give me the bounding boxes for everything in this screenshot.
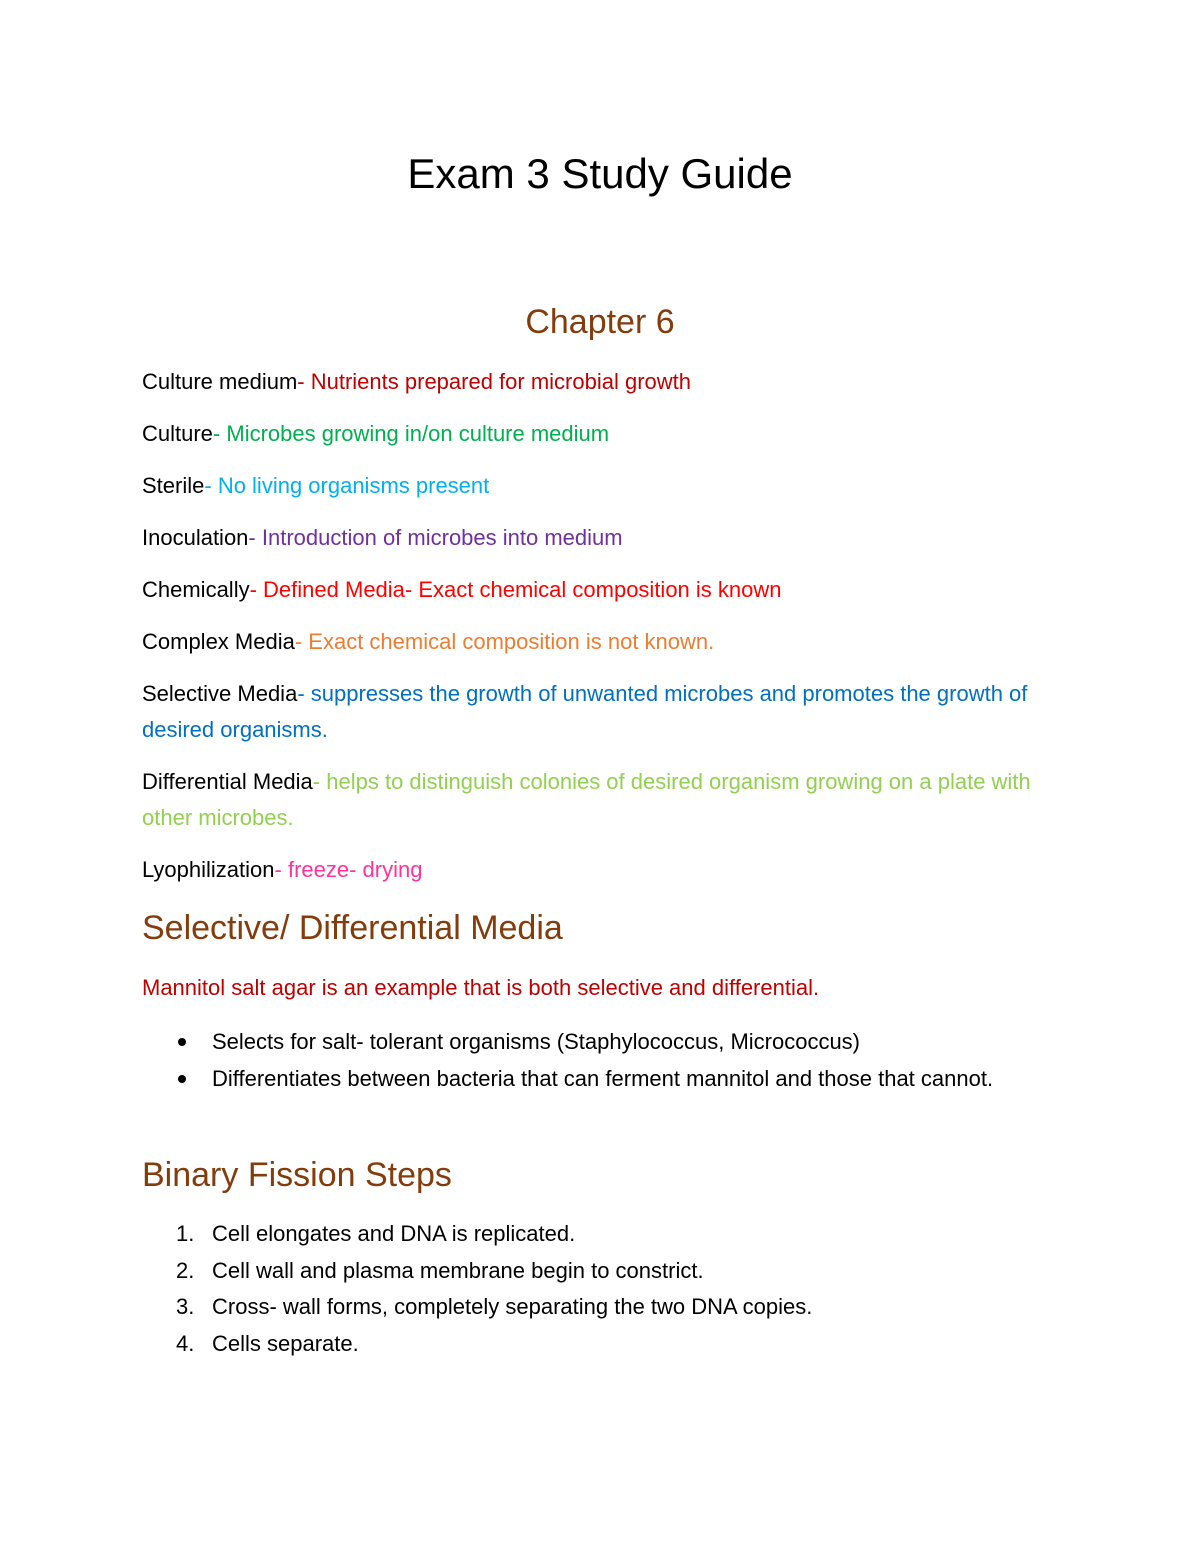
- definition-text: Introduction of microbes into medium: [261, 525, 623, 550]
- definition-lyophilization: [142, 852, 1062, 888]
- step-text: Cell wall and plasma membrane begin to constrict.: [212, 1257, 704, 1283]
- document-title: Exam 3 Study Guide: [407, 150, 793, 197]
- step-number: 4.: [176, 1330, 195, 1356]
- step-number: 3.: [176, 1294, 195, 1319]
- definition-text: No living organisms present: [217, 473, 490, 498]
- bullet-icon: [178, 1075, 186, 1083]
- list-item: [142, 1216, 1062, 1253]
- definition-separator: -: [297, 681, 311, 706]
- bullet-list: [142, 1024, 1062, 1097]
- chapter-heading: Chapter 6: [525, 303, 675, 341]
- definition-separator: -: [212, 421, 227, 446]
- definition-text: Exact chemical composition is not known.: [308, 629, 715, 654]
- definition-term: Chemically: [142, 577, 250, 602]
- definition-term: Differential Media: [142, 769, 313, 794]
- definition-separator: -: [312, 769, 327, 794]
- definition-term: Selective Media: [142, 681, 298, 706]
- step-text: Cell elongates and DNA is replicated.: [212, 1221, 576, 1246]
- definition-separator: -: [294, 629, 309, 654]
- definition-separator: -: [204, 473, 218, 498]
- step-number: 1.: [176, 1221, 195, 1246]
- definition-separator: -: [249, 577, 264, 602]
- list-item: [142, 1326, 1062, 1363]
- list-item: [142, 1289, 1062, 1326]
- definition-separator: -: [248, 525, 262, 550]
- definition-differential-media: [142, 764, 1062, 836]
- definition-separator: -: [297, 369, 311, 394]
- definition-term: Sterile: [142, 473, 205, 498]
- definition-text: suppresses the growth of unwanted microbes and promotes the growth of desired organisms.: [142, 681, 1028, 742]
- definition-text: Defined Media- Exact chemical composition is known: [263, 577, 782, 602]
- bullet-icon: [178, 1038, 186, 1046]
- definition-inoculation: [142, 520, 1062, 556]
- definition-chemically-defined: [142, 572, 1062, 608]
- definition-term: Inoculation: [142, 525, 249, 550]
- definition-text: helps to distinguish colonies of desired organism growing on a plate with other microbes.: [142, 769, 1031, 830]
- bullet-text: Selects for salt- tolerant organisms (Staphylococcus, Micrococcus): [212, 1029, 861, 1054]
- definition-selective-media: [142, 676, 1062, 748]
- list-item: [142, 1061, 1062, 1098]
- definition-text: Nutrients prepared for microbial growth: [310, 369, 692, 394]
- definition-culture: [142, 416, 1062, 452]
- definition-separator: -: [274, 857, 288, 882]
- section-heading-selective-differential: Selective/ Differential Media: [142, 909, 563, 947]
- list-item: [142, 1253, 1062, 1290]
- list-item: [142, 1024, 1062, 1061]
- definition-culture-medium: [142, 364, 1062, 400]
- definition-term: Complex Media: [142, 629, 295, 654]
- definition-complex-media: [142, 624, 1062, 660]
- bullet-text: Differentiates between bacteria that can ferment mannitol and those that cannot.: [212, 1065, 994, 1091]
- definition-term: Culture medium: [142, 369, 298, 394]
- step-number: 2.: [176, 1257, 195, 1283]
- section-heading-binary-fission: Binary Fission Steps: [142, 1156, 452, 1194]
- step-text: Cross- wall forms, completely separating the two DNA copies.: [212, 1294, 813, 1319]
- mannitol-statement: Mannitol salt agar is an example that is both selective and differential.: [142, 975, 820, 1000]
- definition-sterile: [142, 468, 1062, 504]
- definitions-list: [142, 364, 1062, 904]
- definition-term: Culture: [142, 421, 213, 446]
- definition-text: Microbes growing in/on culture medium: [226, 421, 610, 446]
- definition-term: Lyophilization: [142, 857, 275, 882]
- step-text: Cells separate.: [212, 1330, 359, 1356]
- definition-text: freeze- drying: [287, 857, 423, 882]
- numbered-list: [142, 1216, 1062, 1362]
